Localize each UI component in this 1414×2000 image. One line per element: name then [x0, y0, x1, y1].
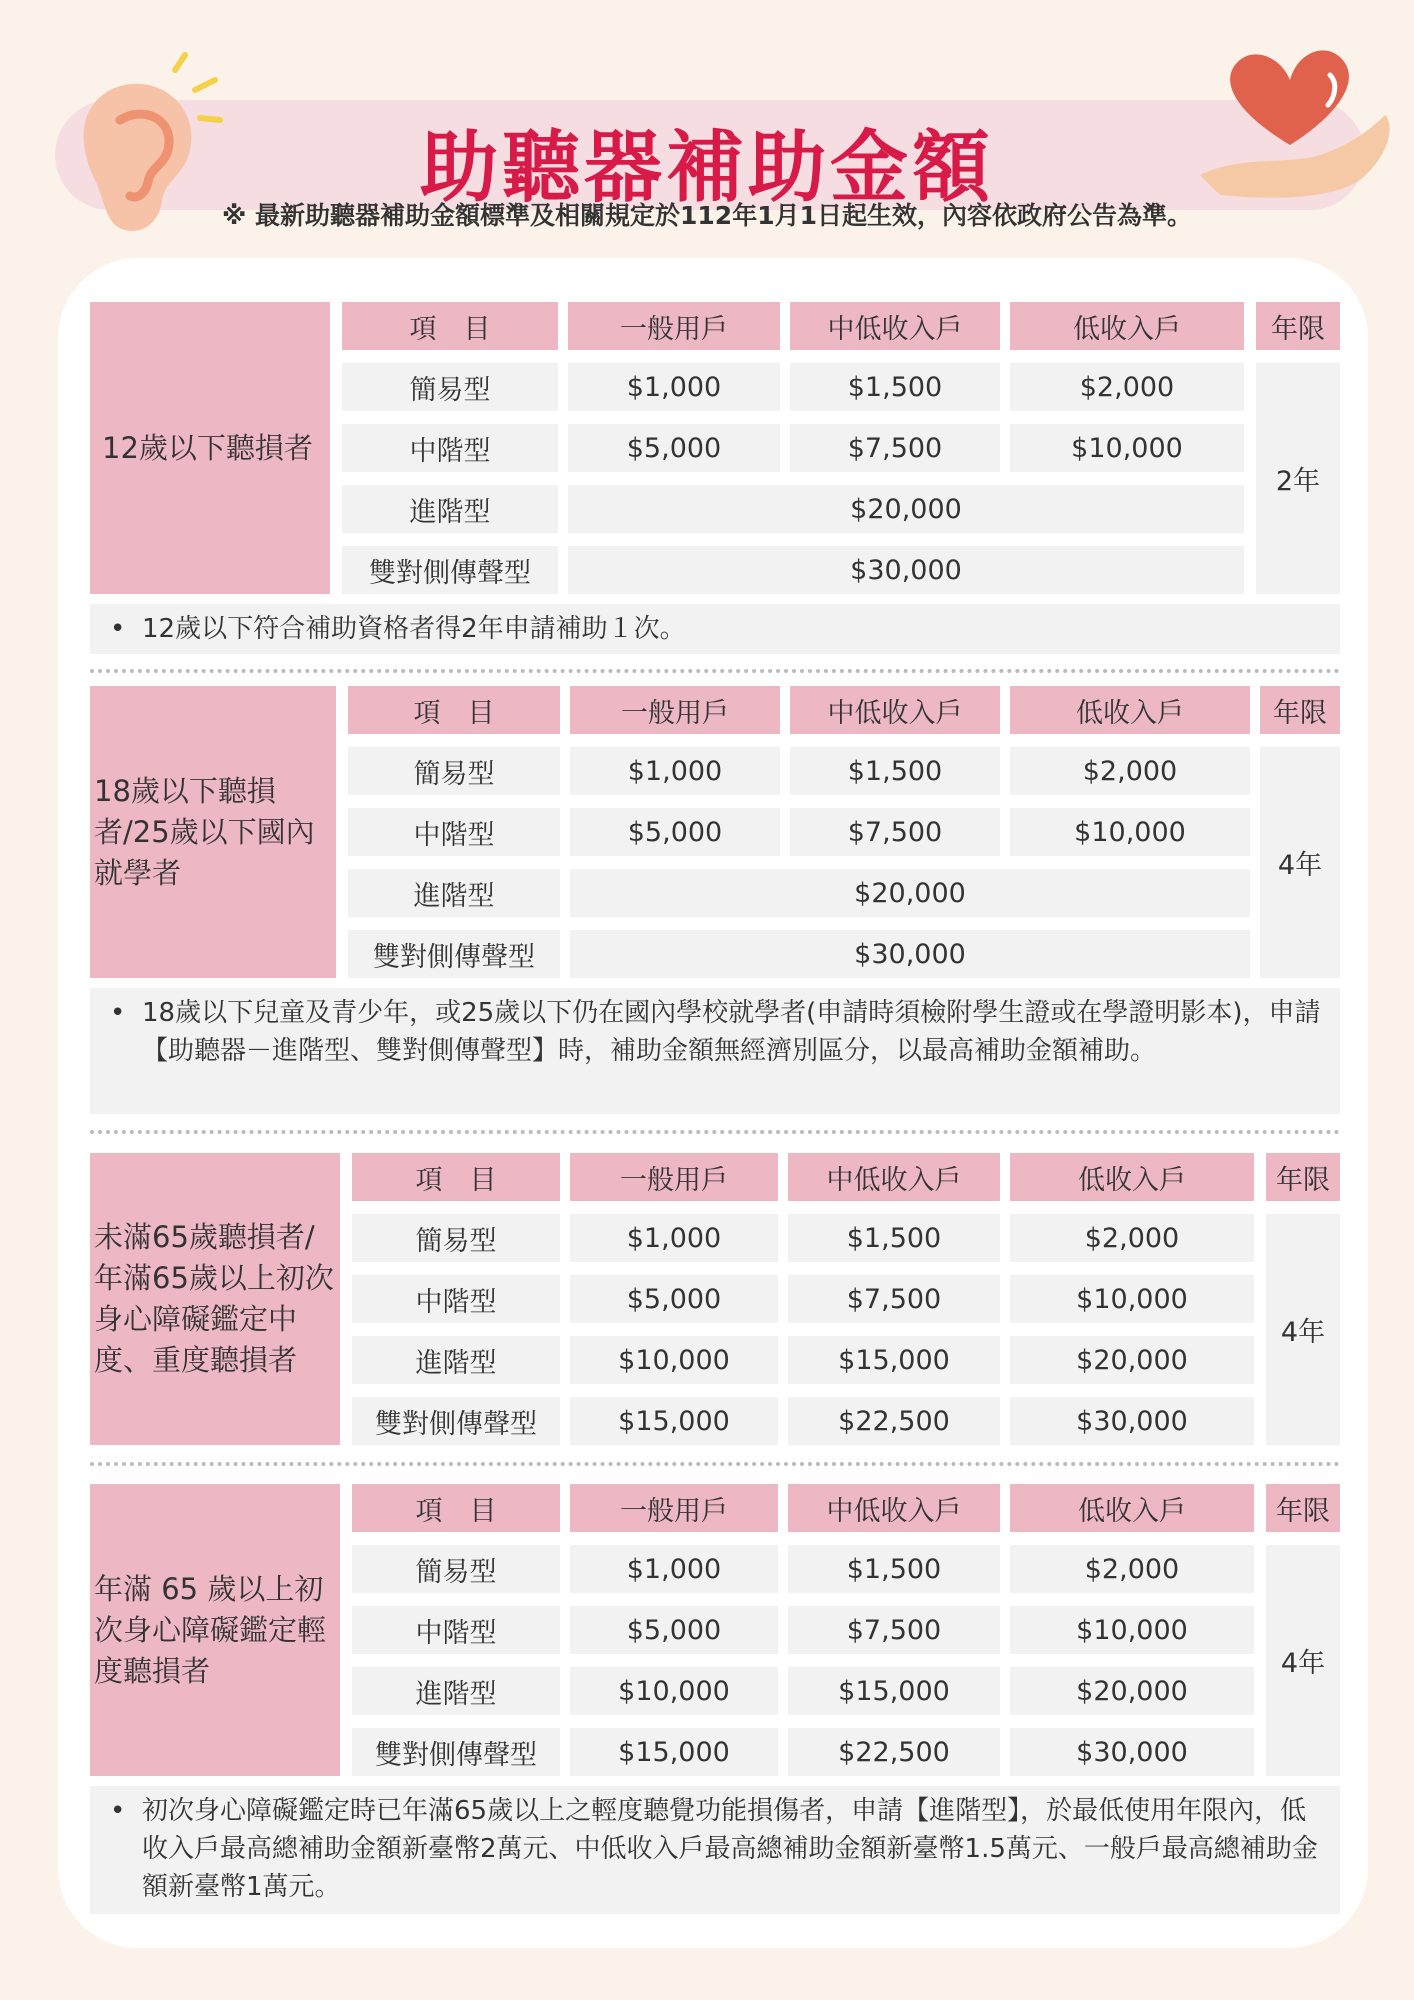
header-midlow: 中低收入戶 — [788, 1153, 1000, 1201]
value-cell: $20,000 — [1010, 1336, 1254, 1384]
section-under-12 — [90, 302, 1340, 644]
note-text: 初次身心障礙鑑定時已年滿65歲以上之輕度聽覺功能損傷者，申請【進階型】，於最低使用年限內，低收入戶最高總補助金額新臺幣2萬元、中低收入戶最高總補助金額新臺幣1.5萬元、一般戶最高總補助金額新臺幣1萬元。 — [142, 1796, 1318, 1902]
value-cell: $10,000 — [1010, 1606, 1254, 1654]
row-label-mid: 中階型 — [352, 1275, 560, 1323]
value-cell: $10,000 — [1010, 808, 1250, 856]
limit-value: 4年 — [1266, 1545, 1340, 1776]
section-note — [90, 988, 1340, 1114]
value-cell: $2,000 — [1010, 363, 1244, 411]
row-label-cros: 雙對側傳聲型 — [342, 546, 558, 594]
value-cell: $10,000 — [1010, 1275, 1254, 1323]
value-cell: $7,500 — [788, 1606, 1000, 1654]
value-cell: $22,500 — [788, 1728, 1000, 1776]
value-cell-merged: $30,000 — [570, 930, 1250, 978]
value-cell: $1,500 — [790, 747, 1000, 795]
value-cell: $5,000 — [570, 808, 780, 856]
value-cell: $5,000 — [570, 1275, 778, 1323]
row-label-adv: 進階型 — [352, 1667, 560, 1715]
limit-value: 2年 — [1256, 363, 1340, 594]
value-cell: $10,000 — [570, 1336, 778, 1384]
value-cell: $1,500 — [788, 1545, 1000, 1593]
header-general: 一般用戶 — [568, 302, 780, 350]
row-label-basic: 簡易型 — [352, 1214, 560, 1262]
note-text: 12歲以下符合補助資格者得2年申請補助１次。 — [142, 614, 686, 644]
group-label: 未滿65歲聽損者/年滿65歲以上初次身心障礙鑑定中度、重度聽損者 — [90, 1153, 340, 1445]
header-limit: 年限 — [1266, 1153, 1340, 1201]
header-limit: 年限 — [1260, 686, 1340, 734]
value-cell: $7,500 — [788, 1275, 1000, 1323]
section-note — [90, 1786, 1340, 1914]
value-cell: $10,000 — [570, 1667, 778, 1715]
value-cell: $22,500 — [788, 1397, 1000, 1445]
header-general: 一般用戶 — [570, 1484, 778, 1532]
row-label-adv: 進階型 — [348, 869, 560, 917]
row-label-adv: 進階型 — [342, 485, 558, 533]
page-subtitle: ※ 最新助聽器補助金額標準及相關規定於112年1月1日起生效，內容依政府公告為準。 — [222, 201, 1192, 230]
value-cell-merged: $20,000 — [570, 869, 1250, 917]
row-label-basic: 簡易型 — [352, 1545, 560, 1593]
group-label: 12歲以下聽損者 — [90, 302, 330, 594]
section-note — [90, 604, 1340, 654]
header-item: 項 目 — [342, 302, 558, 350]
header-limit: 年限 — [1256, 302, 1340, 350]
group-label: 18歲以下聽損者/25歲以下國內就學者 — [90, 686, 336, 978]
section-divider — [90, 669, 1340, 673]
row-label-mid: 中階型 — [352, 1606, 560, 1654]
value-cell: $10,000 — [1010, 424, 1244, 472]
value-cell: $5,000 — [570, 1606, 778, 1654]
value-cell: $1,000 — [570, 747, 780, 795]
bullet-icon: • — [110, 1796, 126, 1826]
value-cell: $7,500 — [790, 808, 1000, 856]
header-midlow: 中低收入戶 — [788, 1484, 1000, 1532]
value-cell: $5,000 — [568, 424, 780, 472]
note-text: 18歲以下兒童及青少年，或25歲以下仍在國內學校就學者(申請時須檢附學生證或在學證明影本)，申請【助聽器－進階型、雙對側傳聲型】時，補助金額無經濟別區分，以最高補助金額補助。 — [142, 998, 1321, 1066]
header-midlow: 中低收入戶 — [790, 302, 1000, 350]
header-limit: 年限 — [1266, 1484, 1340, 1532]
header-low: 低收入戶 — [1010, 302, 1244, 350]
value-cell: $1,000 — [570, 1545, 778, 1593]
bullet-icon: • — [110, 614, 126, 644]
page-title: 助聽器補助金額 — [419, 123, 994, 213]
header-general: 一般用戶 — [570, 686, 780, 734]
value-cell: $2,000 — [1010, 1214, 1254, 1262]
value-cell: $15,000 — [788, 1336, 1000, 1384]
value-cell: $1,000 — [570, 1214, 778, 1262]
value-cell: $15,000 — [570, 1728, 778, 1776]
row-label-mid: 中階型 — [342, 424, 558, 472]
section-divider — [90, 1130, 1340, 1134]
limit-value: 4年 — [1260, 747, 1340, 978]
section-under-18 — [90, 686, 1340, 1066]
row-label-cros: 雙對側傳聲型 — [348, 930, 560, 978]
value-cell: $1,500 — [790, 363, 1000, 411]
header-midlow: 中低收入戶 — [790, 686, 1000, 734]
value-cell: $1,000 — [568, 363, 780, 411]
value-cell: $7,500 — [790, 424, 1000, 472]
section-65-plus-mild — [90, 1484, 1340, 1902]
value-cell: $30,000 — [1010, 1397, 1254, 1445]
header-item: 項 目 — [352, 1484, 560, 1532]
header-item: 項 目 — [352, 1153, 560, 1201]
value-cell: $2,000 — [1010, 1545, 1254, 1593]
value-cell: $15,000 — [570, 1397, 778, 1445]
header-item: 項 目 — [348, 686, 560, 734]
limit-value: 4年 — [1266, 1214, 1340, 1445]
section-under-65 — [90, 1153, 1340, 1445]
row-label-basic: 簡易型 — [348, 747, 560, 795]
value-cell: $2,000 — [1010, 747, 1250, 795]
row-label-basic: 簡易型 — [342, 363, 558, 411]
value-cell: $30,000 — [1010, 1728, 1254, 1776]
group-label: 年滿 65 歲以上初次身心障礙鑑定輕度聽損者 — [90, 1484, 340, 1776]
row-label-adv: 進階型 — [352, 1336, 560, 1384]
header-low: 低收入戶 — [1010, 1153, 1254, 1201]
section-divider — [90, 1462, 1340, 1466]
row-label-cros: 雙對側傳聲型 — [352, 1728, 560, 1776]
value-cell-merged: $30,000 — [568, 546, 1244, 594]
row-label-cros: 雙對側傳聲型 — [352, 1397, 560, 1445]
value-cell: $1,500 — [788, 1214, 1000, 1262]
header-low: 低收入戶 — [1010, 1484, 1254, 1532]
header-general: 一般用戶 — [570, 1153, 778, 1201]
value-cell: $20,000 — [1010, 1667, 1254, 1715]
header-low: 低收入戶 — [1010, 686, 1250, 734]
value-cell: $15,000 — [788, 1667, 1000, 1715]
value-cell-merged: $20,000 — [568, 485, 1244, 533]
bullet-icon: • — [110, 998, 126, 1028]
row-label-mid: 中階型 — [348, 808, 560, 856]
